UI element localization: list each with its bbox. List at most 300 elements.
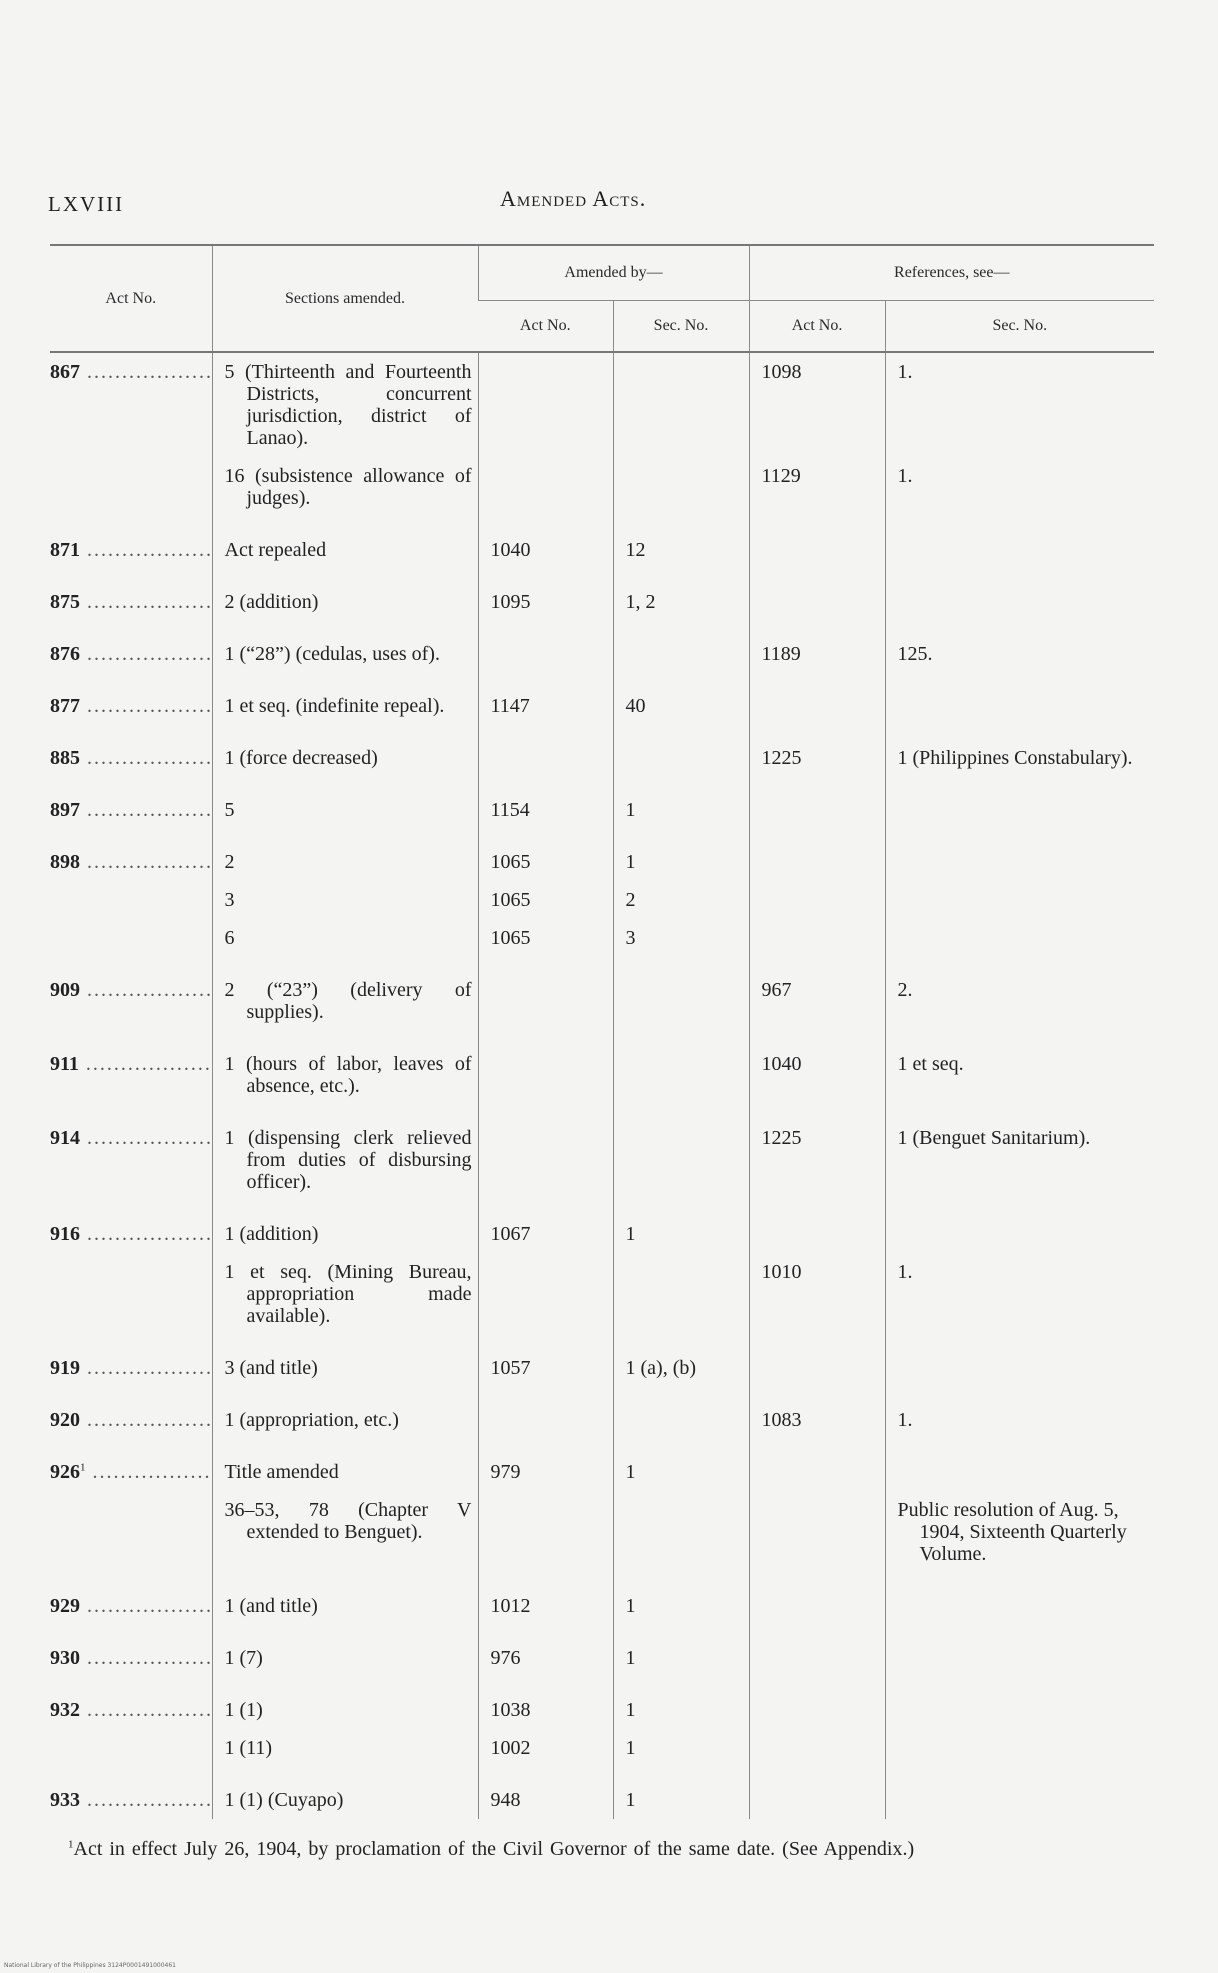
amended-act-cell [478,635,613,673]
leader-dots [80,1127,212,1149]
leader-dots [80,643,212,665]
amended-sec-cell-text: 1 [625,799,636,821]
leader-dots [80,851,212,873]
spacer-cell [478,829,613,843]
table-row [50,739,1154,777]
reference-sec-cell [885,1215,1154,1253]
amended-sec-cell-text: 3 [625,927,636,949]
spacer-cell [749,621,885,635]
amended-sec-cell-text: 1 [625,1461,636,1483]
act-number-cell-text: 919 [50,1357,80,1379]
spacer-cell [50,1439,212,1453]
row-spacer [50,957,1154,971]
amended-sec-cell [613,531,749,569]
reference-sec-cell-text: 1. [897,1409,913,1431]
spacer-cell [885,1105,1154,1119]
amended-act-cell-text: 1154 [490,799,530,821]
spacer-cell [478,517,613,531]
spacer-cell [749,1439,885,1453]
act-number-cell-text: 867 [50,361,80,383]
spacer-cell [478,957,613,971]
spacer-cell [885,1573,1154,1587]
row-spacer [50,1031,1154,1045]
spacer-cell [749,725,885,739]
spacer-cell [212,1573,478,1587]
amended-sec-cell [613,739,749,777]
sections-cell [212,1215,478,1253]
amended-sec-cell-text: 1 [625,1647,636,1669]
header-reference-act-no: Act No. [749,301,885,353]
sections-cell [212,635,478,673]
sections-cell-text: 5 (Thirteenth and Fourteenth Districts, concurrent jurisdiction, district of Lanao). [224,361,472,449]
spacer-cell [478,621,613,635]
spacer-cell [50,1573,212,1587]
spacer-cell [212,1625,478,1639]
amended-sec-cell [613,635,749,673]
reference-sec-cell-text: 2. [897,979,913,1001]
footnote-marker: 1 [68,1838,74,1851]
act-number-cell [50,1729,212,1767]
spacer-cell [50,1335,212,1349]
spacer-cell [212,1677,478,1691]
amended-act-cell-text: 948 [490,1789,521,1811]
reference-act-cell-text: 1225 [761,1127,802,1149]
spacer-cell [50,1105,212,1119]
amended-act-cell-text: 976 [490,1647,521,1669]
reference-act-cell [749,739,885,777]
spacer-cell [50,673,212,687]
reference-act-cell-text: 1129 [761,465,801,487]
row-spacer [50,517,1154,531]
spacer-cell [885,777,1154,791]
spacer-cell [212,1105,478,1119]
row-spacer [50,1677,1154,1691]
reference-sec-cell-text: Public resolution of Aug. 5, 1904, Sixteenth Quarterly Volume. [897,1499,1127,1565]
spacer-cell [885,1387,1154,1401]
reference-act-cell [749,635,885,673]
sections-cell-text: Title amended [224,1461,339,1483]
act-number-cell [50,1401,212,1439]
leader-dots [80,1789,212,1811]
reference-act-cell [749,791,885,829]
amended-acts-table-wrapper [50,244,1154,1819]
leader-dots [80,539,212,561]
amended-sec-cell [613,919,749,957]
act-number-cell-text: 876 [50,643,80,665]
spacer-cell [50,829,212,843]
act-number-cell-text: 929 [50,1595,80,1617]
act-number-cell-text: 885 [50,747,80,769]
spacer-cell [212,621,478,635]
table-row [50,881,1154,919]
sections-cell [212,457,478,517]
reference-sec-cell [885,352,1154,457]
table-row [50,1781,1154,1819]
row-spacer [50,777,1154,791]
reference-sec-cell [885,739,1154,777]
spacer-cell [613,1767,749,1781]
reference-act-cell [749,919,885,957]
table-row [50,1215,1154,1253]
amended-sec-cell [613,971,749,1031]
table-row [50,1401,1154,1439]
table-row [50,687,1154,725]
spacer-cell [212,1201,478,1215]
header-reference-sec-no: Sec. No. [885,301,1154,353]
act-number-cell [50,1691,212,1729]
header-amended-by: Amended by— [478,245,749,301]
amended-sec-cell-text: 2 [625,889,636,911]
amended-act-cell [478,1781,613,1819]
act-number-cell-text: 898 [50,851,80,873]
reference-act-cell [749,1045,885,1105]
sections-cell [212,919,478,957]
reference-sec-cell-text: 125. [897,643,933,665]
amended-sec-cell-text: 40 [625,695,646,717]
spacer-cell [613,957,749,971]
sections-cell [212,1691,478,1729]
row-spacer [50,1335,1154,1349]
reference-act-cell [749,971,885,1031]
amended-act-cell [478,1215,613,1253]
header-sections-amended: Sections amended. [212,245,478,352]
sections-cell-text: 1 (addition) [224,1223,319,1245]
spacer-cell [478,1439,613,1453]
amended-act-cell [478,352,613,457]
spacer-cell [212,1387,478,1401]
spacer-cell [478,1105,613,1119]
table-row [50,1587,1154,1625]
amended-sec-cell [613,1045,749,1105]
spacer-cell [50,1387,212,1401]
reference-sec-cell-text: 1. [897,361,913,383]
amended-act-cell [478,1691,613,1729]
spacer-cell [885,1625,1154,1639]
leader-dots [80,361,212,383]
leader-dots [80,799,212,821]
spacer-cell [885,1335,1154,1349]
reference-act-cell [749,1639,885,1677]
leader-dots [79,1053,212,1075]
table-row [50,1639,1154,1677]
spacer-cell [50,1031,212,1045]
row-spacer [50,829,1154,843]
amended-sec-cell [613,1587,749,1625]
table-row [50,919,1154,957]
footnote [68,1838,914,1861]
amended-act-cell [478,919,613,957]
leader-dots [80,1595,212,1617]
sections-cell [212,1639,478,1677]
act-number-cell [50,1587,212,1625]
reference-act-cell-text: 1098 [761,361,802,383]
reference-act-cell [749,583,885,621]
act-number-cell [50,635,212,673]
act-number-cell [50,1781,212,1819]
sections-cell-text: 36–53, 78 (Chapter V extended to Benguet). [224,1499,472,1543]
spacer-cell [749,957,885,971]
table-row [50,531,1154,569]
sections-cell [212,1045,478,1105]
spacer-cell [50,569,212,583]
reference-act-cell [749,1587,885,1625]
leader-dots [80,747,212,769]
table-row [50,971,1154,1031]
spacer-cell [212,829,478,843]
spacer-cell [613,673,749,687]
spacer-cell [50,777,212,791]
leader-dots [80,1409,212,1431]
amended-sec-cell-text: 1 [625,1737,636,1759]
amended-sec-cell-text: 1 (a), (b) [625,1357,697,1379]
spacer-cell [613,1439,749,1453]
spacer-cell [212,569,478,583]
spacer-cell [212,1031,478,1045]
amended-sec-cell [613,1401,749,1439]
footnote-text: Act in effect July 26, 1904, by proclamation of the Civil Governor of the same date. (See Appendix.) [73,1838,915,1860]
spacer-cell [478,1573,613,1587]
spacer-cell [885,829,1154,843]
spacer-cell [212,517,478,531]
spacer-cell [749,1677,885,1691]
spacer-cell [212,777,478,791]
spacer-cell [885,1767,1154,1781]
amended-act-cell [478,1045,613,1105]
amended-act-cell [478,739,613,777]
act-number-cell-text: 914 [50,1127,80,1149]
amended-act-cell-text: 1040 [490,539,531,561]
spacer-cell [478,777,613,791]
amended-act-cell-text: 1057 [490,1357,531,1379]
sections-cell [212,1587,478,1625]
sections-cell-text: 2 [224,851,235,873]
sections-cell-text: Act repealed [224,539,327,561]
sections-cell-text: 2 (addition) [224,591,319,613]
reference-act-cell-text: 1189 [761,643,801,665]
reference-act-cell [749,1119,885,1201]
amended-sec-cell-text: 1 [625,1223,636,1245]
act-number-cell-text: 877 [50,695,80,717]
reference-act-cell [749,1781,885,1819]
spacer-cell [50,517,212,531]
amended-sec-cell [613,1781,749,1819]
amended-act-cell [478,457,613,517]
spacer-cell [749,673,885,687]
sections-cell-text: 1 (and title) [224,1595,318,1617]
spacer-cell [749,777,885,791]
amended-act-cell-text: 1012 [490,1595,531,1617]
spacer-cell [478,1031,613,1045]
sections-cell [212,687,478,725]
spacer-cell [885,957,1154,971]
act-number-cell-text: 871 [50,539,80,561]
spacer-cell [478,1767,613,1781]
amended-sec-cell [613,791,749,829]
spacer-cell [50,725,212,739]
reference-sec-cell-text: 1 (Benguet Sanitarium). [897,1127,1091,1149]
reference-sec-cell [885,1587,1154,1625]
leader-dots [80,979,212,1001]
sections-cell-text: 5 [224,799,235,821]
spacer-cell [613,569,749,583]
act-number-cell-text: 926 [50,1461,80,1483]
amended-act-cell [478,687,613,725]
spacer-cell [613,1335,749,1349]
reference-act-cell-text: 1010 [761,1261,802,1283]
reference-act-cell-text: 967 [761,979,792,1001]
amended-sec-cell-text: 1 [625,1789,636,1811]
amended-act-cell [478,1729,613,1767]
spacer-cell [478,569,613,583]
leader-dots [80,1647,212,1669]
spacer-cell [749,1767,885,1781]
table-row [50,1729,1154,1767]
sections-cell [212,1453,478,1491]
act-number-cell [50,1253,212,1335]
sections-cell [212,1401,478,1439]
sections-cell-text: 3 (and title) [224,1357,318,1379]
amended-sec-cell [613,583,749,621]
leader-dots [80,591,212,613]
act-number-cell [50,843,212,881]
spacer-cell [613,829,749,843]
spacer-cell [885,1439,1154,1453]
sections-cell [212,971,478,1031]
leader-dots [86,1461,213,1483]
amended-sec-cell-text: 1 [625,851,636,873]
sections-cell [212,1781,478,1819]
spacer-cell [749,1201,885,1215]
table-row [50,1491,1154,1573]
spacer-cell [613,1677,749,1691]
amended-sec-cell [613,1453,749,1491]
amended-act-cell [478,843,613,881]
spacer-cell [50,1677,212,1691]
spacer-cell [212,1439,478,1453]
amended-act-cell-text: 1095 [490,591,531,613]
spacer-cell [478,725,613,739]
leader-dots [80,695,212,717]
amended-sec-cell-text: 1, 2 [625,591,656,613]
spacer-cell [749,1335,885,1349]
header-amended-sec-no: Sec. No. [613,301,749,353]
sections-cell-text: 1 (dispensing clerk relieved from duties of disbursing officer). [224,1127,472,1193]
row-spacer [50,569,1154,583]
act-number-cell [50,1349,212,1387]
reference-act-cell [749,457,885,517]
spacer-cell [212,1335,478,1349]
spacer-cell [50,957,212,971]
row-spacer [50,1105,1154,1119]
act-number-cell [50,687,212,725]
spacer-cell [478,1387,613,1401]
table-row [50,1253,1154,1335]
sections-cell-text: 1 (7) [224,1647,263,1669]
page-title: Amended Acts. [500,186,647,211]
act-number-cell [50,1639,212,1677]
reference-act-cell [749,881,885,919]
spacer-cell [212,957,478,971]
act-number-cell [50,1491,212,1573]
sections-cell [212,843,478,881]
amended-act-cell [478,881,613,919]
amended-sec-cell [613,1349,749,1387]
table-row [50,1453,1154,1491]
row-spacer [50,1573,1154,1587]
amended-sec-cell-text: 1 [625,1595,636,1617]
sections-cell-text: 1 et seq. (indefinite repeal). [224,695,445,717]
reference-act-cell-text: 1083 [761,1409,802,1431]
table-body [50,352,1154,1819]
table-row [50,1349,1154,1387]
amended-acts-table [50,244,1154,1819]
amended-act-cell [478,1401,613,1439]
sections-cell-text: 1 (“28”) (cedulas, uses of). [224,643,440,665]
sections-cell-text: 1 (1) [224,1699,263,1721]
reference-sec-cell-text: 1 (Philippines Constabulary). [897,747,1133,769]
reference-sec-cell [885,971,1154,1031]
act-footnote-marker: 1 [80,1461,86,1474]
reference-sec-cell [885,1639,1154,1677]
amended-sec-cell [613,843,749,881]
sections-cell-text: 1 (force decreased) [224,747,378,769]
act-number-cell-text: 897 [50,799,80,821]
row-spacer [50,1767,1154,1781]
spacer-cell [478,1201,613,1215]
reference-act-cell [749,1729,885,1767]
act-number-cell [50,583,212,621]
amended-sec-cell [613,1119,749,1201]
table-row [50,1045,1154,1105]
reference-sec-cell [885,1691,1154,1729]
amended-act-cell [478,1253,613,1335]
act-number-cell [50,919,212,957]
reference-act-cell [749,531,885,569]
spacer-cell [749,1031,885,1045]
spacer-cell [749,1387,885,1401]
leader-dots [80,1357,212,1379]
sections-cell [212,1253,478,1335]
spacer-cell [885,1677,1154,1691]
amended-sec-cell [613,1729,749,1767]
act-number-cell [50,1453,212,1491]
act-number-cell [50,1045,212,1105]
page-number: LXVIII [48,192,125,216]
spacer-cell [212,673,478,687]
amended-act-cell [478,1587,613,1625]
act-number-cell-text: 930 [50,1647,80,1669]
act-number-cell [50,1215,212,1253]
row-spacer [50,673,1154,687]
table-row [50,352,1154,457]
table-row [50,1691,1154,1729]
sections-cell [212,583,478,621]
amended-act-cell-text: 1147 [490,695,530,717]
row-spacer [50,1387,1154,1401]
spacer-cell [613,517,749,531]
reference-sec-cell [885,1253,1154,1335]
reference-sec-cell [885,1045,1154,1105]
spacer-cell [212,725,478,739]
row-spacer [50,1439,1154,1453]
reference-sec-cell [885,687,1154,725]
leader-dots [80,1223,212,1245]
act-number-cell [50,971,212,1031]
reference-act-cell-text: 1040 [761,1053,802,1075]
reference-sec-cell [885,1349,1154,1387]
reference-act-cell [749,1691,885,1729]
act-number-cell-text: 875 [50,591,80,613]
